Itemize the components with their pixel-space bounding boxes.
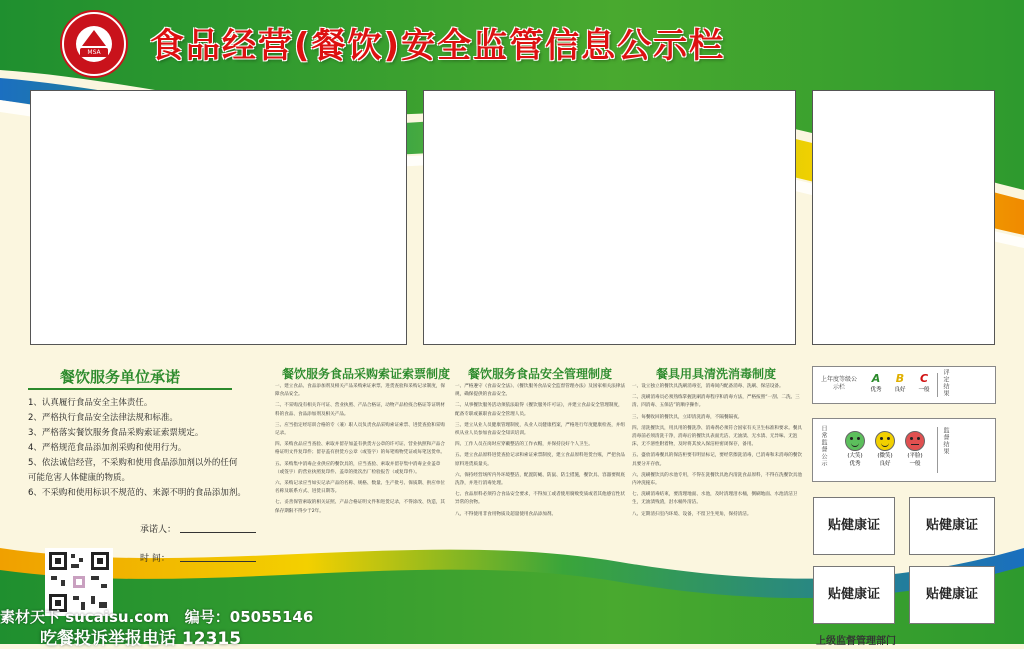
daily-supervision-box bbox=[812, 418, 996, 482]
col2-title: 餐饮服务食品采购索证索票制度 bbox=[282, 367, 451, 381]
list-item: 3、严格落实餐饮服务食品采购索证索票规定。 bbox=[28, 428, 204, 438]
face-2-name: (微笑) bbox=[877, 453, 893, 459]
health-cert-box-2: 贴健康证 bbox=[909, 497, 995, 555]
logo-text: MSA bbox=[80, 48, 108, 57]
health-cert-box-1: 贴健康证 bbox=[813, 497, 895, 555]
page-title: 食品经营(餐饮)安全监管信息公示栏 bbox=[150, 26, 726, 66]
face-1-name: (大笑) bbox=[847, 453, 863, 459]
list-item: 二、洗刷消毒员必须熟练掌握洗刷消毒程序和消毒方法，严格按照“一刮、二洗、三清、四消毒、五保洁”的顺序操作。 bbox=[632, 395, 800, 409]
qr-code-graphic bbox=[47, 550, 111, 614]
list-item: 一、设立独立的餐饮具洗刷消毒室，消毒间内配备消毒、洗刷、保洁设备。 bbox=[632, 384, 784, 389]
list-item: 三、建立从业人员健康管理制度，从业人员健康档案，严格进行年度健康检查，并组织从业人员参加食品安全知识培训。 bbox=[455, 422, 625, 437]
commitment-underline bbox=[28, 388, 232, 390]
face-3-label: 一般 bbox=[909, 461, 921, 467]
display-panel-2 bbox=[423, 90, 796, 345]
list-item: 四、采购食品应当查验、索取并留存加盖有供货方公章的许可证、营业执照和产品合格证明文件复印件；留存盖有供货方公章（或签字）的每笔购物凭证或每笔送货单。 bbox=[275, 442, 445, 456]
annual-rating-box bbox=[812, 366, 996, 404]
list-item: 4、严格规范食品添加剂采购和使用行为。 bbox=[28, 443, 187, 453]
col3-title: 餐饮服务食品安全管理制度 bbox=[468, 367, 613, 381]
list-item: 五、采购集中消毒企业供应的餐饮具的，应当查验、索取并留存集中消毒企业盖章（或签字）的营业执照复印件、盖章的批次出厂检验报告（或复印件）。 bbox=[275, 461, 441, 475]
logo-tent-icon bbox=[82, 30, 106, 46]
list-item: 二、不采购没有相关许可证、营业执照、产品合格证，动物产品检疫合格证等证明材料的食品、食品添加剂及相关产品。 bbox=[275, 403, 445, 417]
display-panel-1 bbox=[30, 90, 407, 345]
grade-b-label: 良好 bbox=[894, 387, 906, 393]
list-item: 6、不采购和使用标识不规范的、来源不明的食品添加剂。 bbox=[28, 488, 246, 498]
time-line bbox=[180, 561, 256, 562]
list-item: 三、应当指定经培训合格的专（兼）职人员负责食品采购索证索票、进货查验和采购记录。 bbox=[275, 422, 445, 437]
grade-a-label: 优秀 bbox=[870, 387, 882, 393]
watermark-site-text: 素材天下 sucaisu.com bbox=[0, 608, 170, 626]
list-item: 三、每餐收回的餐饮具，立即清洗消毒，不隔餐隔夜。 bbox=[632, 414, 743, 420]
hotline-text: 吃餐投诉举报电话 12315 bbox=[40, 629, 242, 649]
commitment-title: 餐饮服务单位承诺 bbox=[60, 368, 181, 386]
face-1-label: 优秀 bbox=[849, 461, 861, 467]
daily-supervision-label: 日常监督公示 bbox=[820, 425, 827, 467]
list-item: 六、保持经营场所内外环境整洁，配置防蝇、防鼠、防尘措施，餐饮具、容器要彻底洗净，并进行消毒处理。 bbox=[455, 472, 625, 487]
supervision-divider bbox=[937, 427, 938, 473]
list-item: 5、依法诚信经营，不采购和使用食品添加剂以外的任何 bbox=[28, 458, 238, 468]
list-item: 七、妥善保管索取的相关证照、产品合格证明文件和进货记录，不得涂改、伪造，其保存期限不得少于2年。 bbox=[275, 500, 445, 514]
list-item: 八、定期清扫室内环境、设备，不留卫生死角，保持清洁。 bbox=[632, 511, 752, 517]
list-item: 五、建立食品原料进货查验记录和索证索票制度，建立食品原料进货台账，严把食品原料进货质量关。 bbox=[455, 453, 625, 467]
smile-face-icon bbox=[875, 431, 895, 451]
neutral-face-icon bbox=[905, 431, 925, 451]
list-item: 七、食品原料必须符合食品安全要求，不得加工或者使用腐败变质或者其他感官性状异常的食物。 bbox=[455, 492, 625, 506]
grade-a-letter: A bbox=[871, 372, 881, 385]
grade-c-letter: C bbox=[919, 372, 929, 385]
col3-list bbox=[455, 383, 625, 522]
grade-c-label: 一般 bbox=[918, 387, 930, 393]
list-item: 2、严格执行食品安全法律法规和标准。 bbox=[28, 413, 178, 423]
grade-b-letter: B bbox=[895, 372, 905, 385]
health-cert-box-4: 贴健康证 bbox=[909, 566, 995, 624]
commitment-list bbox=[28, 396, 278, 501]
list-item: 六、洗刷餐饮具的水池专用，不得在洗餐饮具池内清洗食品原料，不得在洗餐饮具池内冲洗拖布。 bbox=[632, 472, 802, 487]
display-panel-3 bbox=[812, 90, 995, 345]
list-item: 二、从事餐饮服务活动须依法取得《餐饮服务许可证》，并建立食品安全管理制度，配备专职或兼职食品安全管理人员。 bbox=[455, 403, 623, 417]
list-item: 六、采购记录应当如实记录产品的名称、规格、数量、生产批号、保质期、供应单位名称及联系方式、进货日期等。 bbox=[275, 481, 445, 495]
rating-divider bbox=[937, 373, 938, 397]
promisor-label: 承诺人： bbox=[140, 525, 177, 535]
health-cert-box-3: 贴健康证 bbox=[813, 566, 895, 624]
list-item: 一、严格遵守《食品安全法》、《餐饮服务食品安全监督管理办法》及国家相关法律法规，确保提供的食品安全。 bbox=[455, 384, 625, 398]
list-item: 五、盛放消毒餐具的保洁柜要有明显标记，要经常擦洗消毒，已消毒和未消毒的餐饮具要分开存放。 bbox=[632, 453, 802, 467]
col4-list bbox=[632, 383, 802, 522]
laugh-face-icon bbox=[845, 431, 865, 451]
supervision-result-label: 监督结果 bbox=[942, 427, 949, 455]
time-label: 时 间： bbox=[140, 554, 170, 564]
list-item: 一、建立食品、食品添加剂及相关产品采购索证索票、进货查验和采购记录制度，保障食品安全。 bbox=[275, 384, 445, 398]
list-item: 四、清洗餐饮具，用具用的餐洗净、消毒剂必须符合国家有关卫生标准和要求。餐具消毒前必须清洗干净，消毒后的餐饮具表面光洁、无油渍、无水渍、无异味、无泡沫，无不溶性附着物，及时将其放入保洁柜密闭保存，备用。 bbox=[632, 425, 802, 448]
face-2-label: 良好 bbox=[879, 461, 891, 467]
list-item: 八、不得使用非食用物质及超量使用食品添加剂。 bbox=[455, 511, 557, 517]
logo-emblem bbox=[62, 12, 126, 76]
annual-rating-label: 上年度等级公示栏 bbox=[820, 376, 857, 391]
face-3-name: (平脸) bbox=[907, 453, 923, 459]
promisor-line bbox=[180, 532, 256, 533]
list-item: 可能危害人体健康的物质。 bbox=[28, 473, 131, 483]
watermark-number: 编号：05055146 bbox=[184, 608, 314, 626]
list-item: 1、认真履行食品安全主体责任。 bbox=[28, 398, 153, 408]
rating-result-label: 评定结果 bbox=[942, 369, 949, 397]
col4-title: 餐具用具清洗消毒制度 bbox=[656, 367, 777, 381]
list-item: 七、洗刷消毒结束，要清理地面、水池，及时清理泔水桶，倒刷地面、水池清洁卫生，无油渍残渣，泔水桶外清洁。 bbox=[632, 492, 798, 506]
list-item: 四、工作人员在岗时应穿戴整洁的工作衣帽，并保持良好个人卫生。 bbox=[455, 442, 593, 448]
col2-list bbox=[275, 383, 445, 519]
supervisor-dept-text: 上级监督管理部门 bbox=[816, 636, 896, 647]
